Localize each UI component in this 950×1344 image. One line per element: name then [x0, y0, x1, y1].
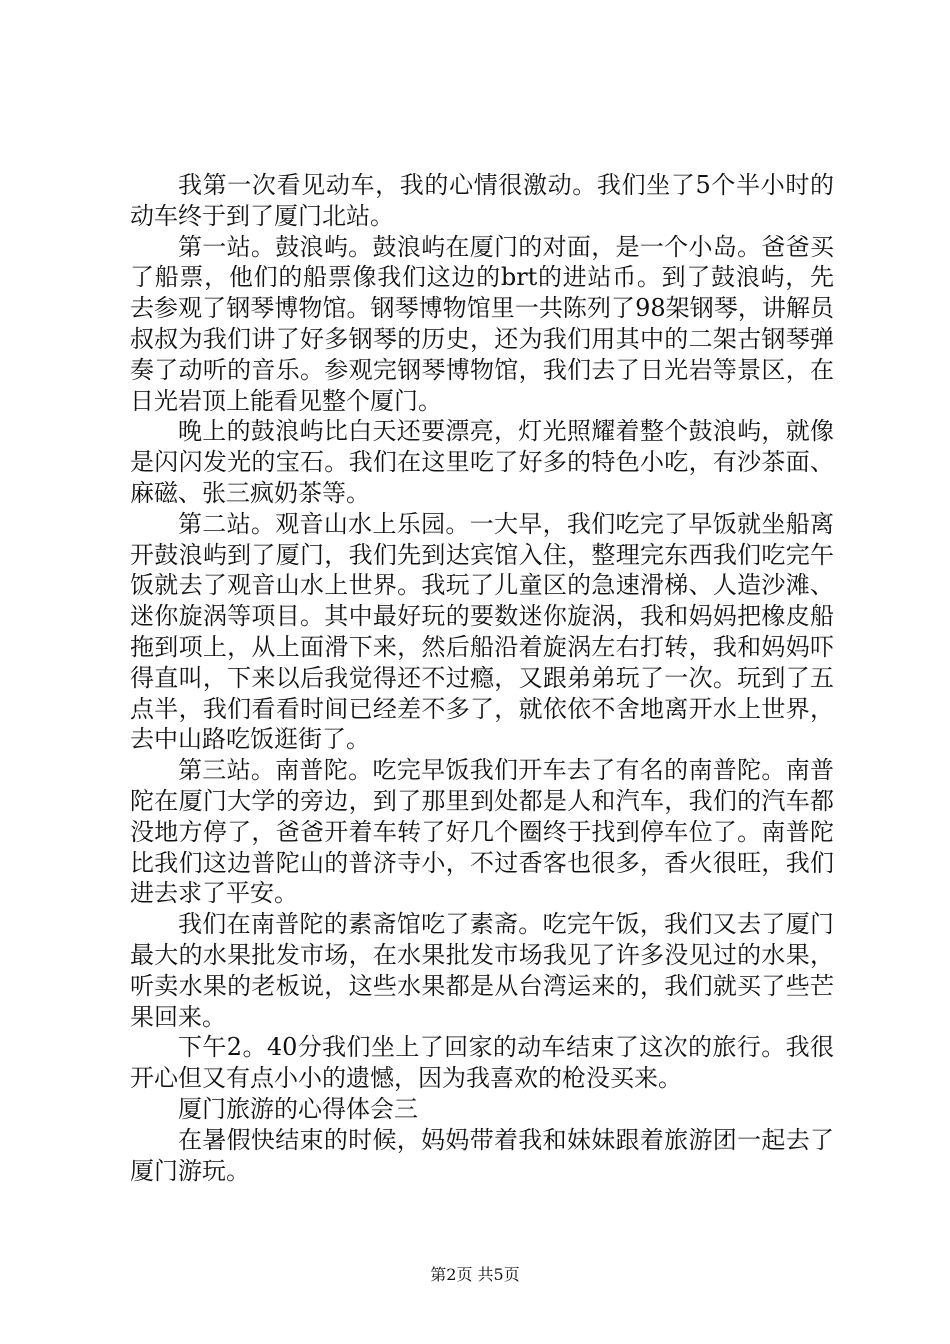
paragraph: 第二站。观音山水上乐园。一大早，我们吃完了早饭就坐船离开鼓浪屿到了厦门，我们先到达宾馆入住，整理完东西我们吃完午饭就去了观音山水上世界。我玩了儿童区的急速滑梯、人造沙滩、迷你旋涡等项目。其中最好玩的要数迷你旋涡，我和妈妈把橡皮船拖到项上，从上面滑下来，然后船沿着旋涡左右打转，我和妈妈吓得直叫，下来以后我觉得还不过瘾，又跟弟弟玩了一次。玩到了五点半，我们看看时间已经差不多了，就依依不舍地离开水上世界，去中山路吃饭逛街了。 — [130, 509, 834, 754]
paragraph: 我第一次看见动车，我的心情很激动。我们坐了5个半小时的动车终于到了厦门北站。 — [130, 171, 834, 230]
paragraph: 第三站。南普陀。吃完早饭我们开车去了有名的南普陀。南普陀在厦门大学的旁边，到了那里到处都是人和汽车，我们的汽车都没地方停了，爸爸开着车转了好几个圈终于找到停车位了。南普陀比我们这边普陀山的普济寺小，不过香客也很多，香火很旺，我们进去求了平安。 — [130, 756, 834, 908]
paragraph: 第一站。鼓浪屿。鼓浪屿在厦门的对面，是一个小岛。爸爸买了船票，他们的船票像我们这边的brt的进站币。到了鼓浪屿，先去参观了钢琴博物馆。钢琴博物馆里一共陈列了98架钢琴，讲解员叔叔为我们讲了好多钢琴的历史，还为我们用其中的二架古钢琴弹奏了动听的音乐。参观完钢琴博物馆，我们去了日光岩等景区，在日光岩顶上能看见整个厦门。 — [130, 232, 834, 415]
page-footer: 第2页 共5页 — [430, 1265, 520, 1284]
paragraph: 在暑假快结束的时候，妈妈带着我和妹妹跟着旅游团一起去了厦门游玩。 — [130, 1125, 834, 1185]
paragraph: 晚上的鼓浪屿比白天还要漂亮，灯光照耀着整个鼓浪屿，就像是闪闪发光的宝石。我们在这里吃了好多的特色小吃，有沙茶面、麻磁、张三疯奶茶等。 — [130, 417, 834, 507]
paragraph: 我们在南普陀的素斋馆吃了素斋。吃完午饭，我们又去了厦门最大的水果批发市场，在水果批发市场我见了许多没见过的水果，听卖水果的老板说，这些水果都是从台湾运来的，我们就买了些芒果回来。 — [130, 910, 834, 1031]
paragraph: 下午2。40分我们坐上了回家的动车结束了这次的旅行。我很开心但又有点小小的遗憾，因为我喜欢的枪没买来。 — [130, 1033, 834, 1093]
section-heading: 厦门旅游的心得体会三 — [178, 1094, 418, 1123]
document-body — [130, 170, 834, 1186]
